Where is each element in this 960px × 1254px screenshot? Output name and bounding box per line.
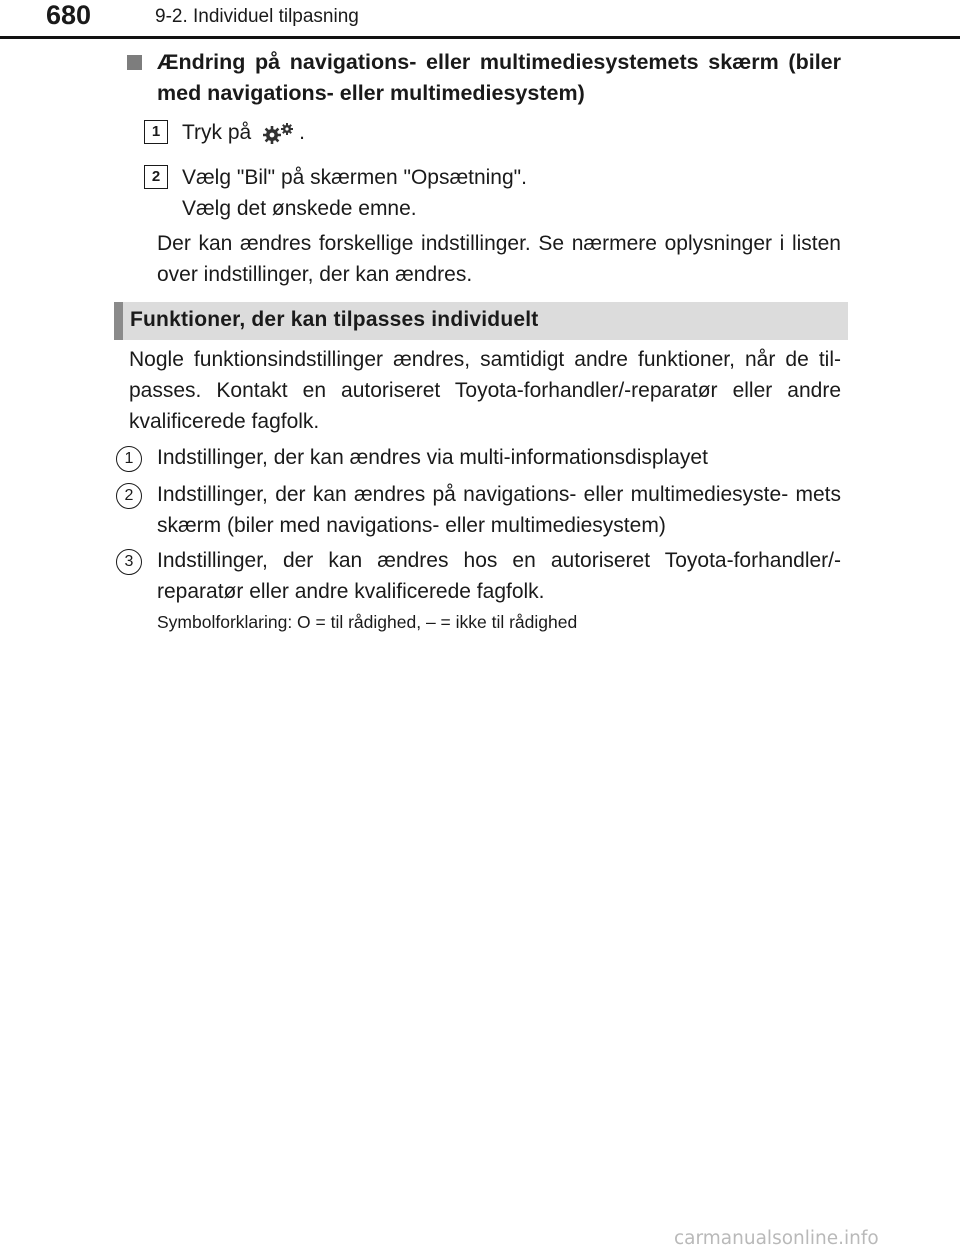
symbol-legend: Symbolforklaring: O = til rådighed, – = ikke til rådighed [157,612,578,632]
subheading [127,47,841,109]
step-line-2: Vælg det ønskede emne. [182,197,417,220]
list-item-text: Indstillinger, der kan ændres på navigations- eller multimediesyste- mets skærm (biler med navigations- eller multimediesystem) [157,483,841,537]
step-number-box: 2 [144,165,168,189]
header-divider [0,36,960,39]
watermark: carmanualsonline.info [674,1228,879,1249]
circled-number: 2 [116,483,142,509]
circled-number: 3 [116,549,142,575]
list-item-text: Indstillinger, der kan ændres hos en autoriseret Toyota-forhandler/- reparatør eller andre kvalificerede fagfolk. [157,549,841,603]
page-number: 680 [46,0,92,30]
step-text-before: Tryk på [182,121,252,144]
intro-paragraph: Nogle funktionsindstillinger ændres, samtidigt andre funktioner, når de til- passes. Kontakt en autoriseret Toyota-forhandler/-reparatør eller andre kvalificerede fagfolk. [129,348,841,433]
page-header [0,0,960,40]
note-paragraph: Der kan ændres forskellige indstillinger. Se nærmere oplysninger i listen over indstillinger, der kan ændres. [157,232,841,286]
step-text-after: . [299,121,305,144]
step-text [182,117,305,148]
banner-accent-bar [114,302,123,340]
circled-number: 1 [116,446,142,472]
step-text [182,162,527,224]
step-number-box: 1 [144,120,168,144]
banner-title: Funktioner, der kan tilpasses individuelt [130,308,539,331]
subheading-text: Ændring på navigations- eller multimediesystemets skærm (biler med navigations- eller multimediesystem) [157,50,841,105]
list-item [116,545,841,607]
square-bullet-icon [127,55,142,70]
settings-gears-icon [261,122,295,144]
list-item [116,479,841,541]
section-title: 9-2. Individuel tilpasning [155,6,359,27]
list-item [116,442,841,473]
list-item-text: Indstillinger, der kan ændres via multi-informationsdisplayet [157,446,708,469]
section-banner [114,302,848,340]
step-line-1: Vælg "Bil" på skærmen "Opsætning". [182,166,527,189]
